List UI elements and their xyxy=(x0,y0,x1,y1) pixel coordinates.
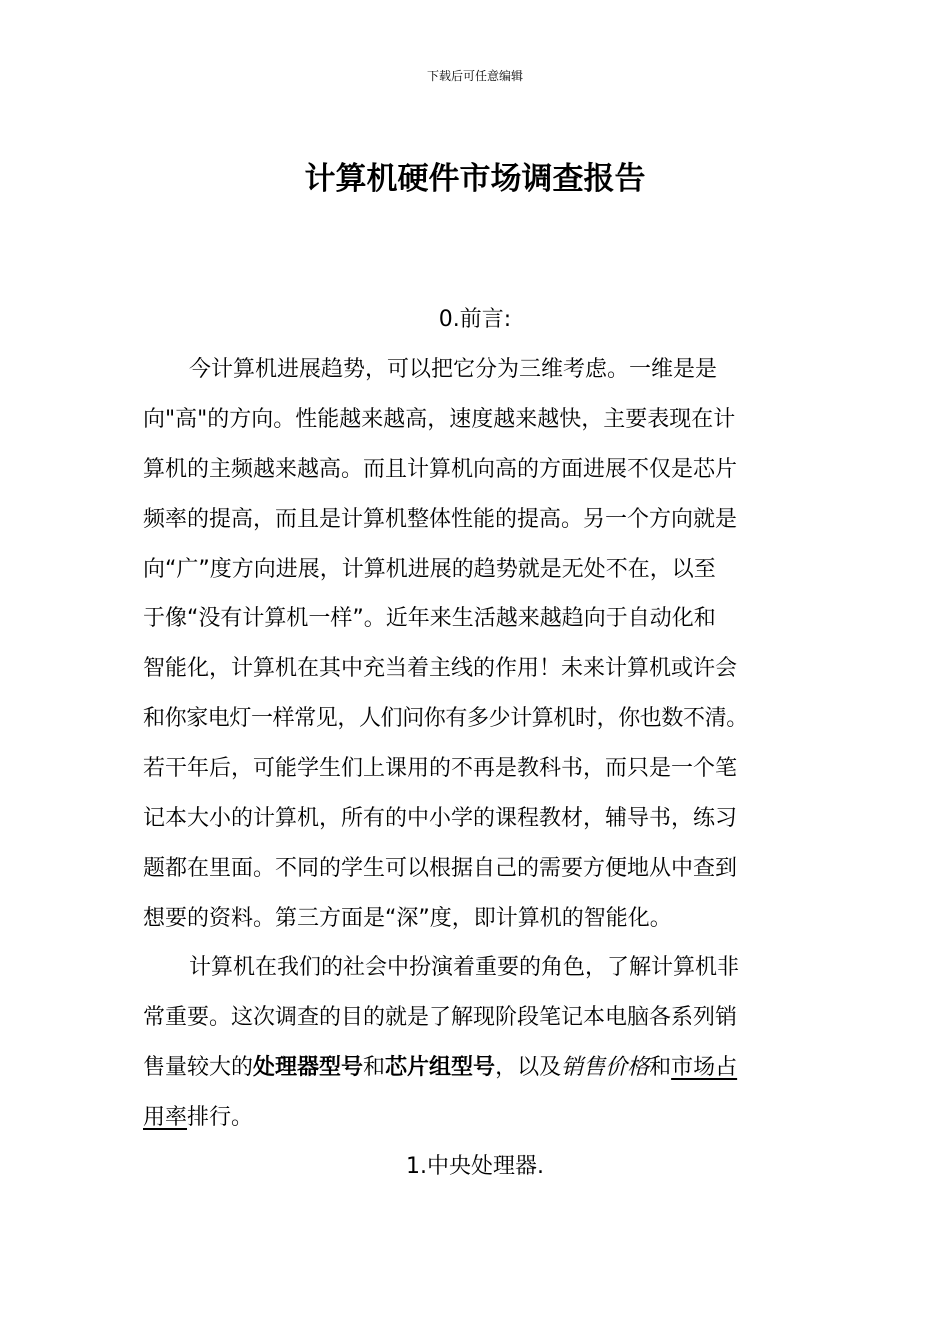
bold-term-chipset-model: 芯片组型号 xyxy=(385,1054,496,1080)
preface-paragraph-2 xyxy=(143,943,807,1143)
paragraph-line: 智能化，计算机在其中充当着主线的作用！未来计算机或许会 xyxy=(143,656,738,682)
section-heading-preface: 0.前言: xyxy=(438,307,512,332)
paragraph-line: 算机的主频越来越高。而且计算机向高的方面进展不仅是芯片 xyxy=(143,456,738,482)
underlined-term-market-share: 市场占 xyxy=(671,1054,738,1080)
text-run: 和 xyxy=(649,1054,672,1080)
document-title: 计算机硬件市场调查报告 xyxy=(304,161,646,197)
paragraph-line: 于像“没有计算机一样”。近年来生活越来越趋向于自动化和 xyxy=(143,606,716,632)
text-run: ，以及 xyxy=(495,1054,562,1080)
paragraph-line xyxy=(143,1093,807,1143)
paragraph-line xyxy=(143,1043,807,1093)
paragraph-line: 计算机在我们的社会中扮演着重要的角色，了解计算机非 xyxy=(189,955,740,980)
paragraph-line: 向"高"的方向。性能越来越高，速度越来越快，主要表现在计 xyxy=(143,406,736,432)
paragraph-line: 向“广”度方向进展，计算机进展的趋势就是无处不在，以至 xyxy=(143,556,716,582)
header-note: 下载后可任意编辑 xyxy=(426,69,523,83)
preface-paragraph-1 xyxy=(143,345,807,944)
paragraph-line: 想要的资料。第三方面是“深”度，即计算机的智能化。 xyxy=(143,905,672,931)
paragraph-line: 今计算机进展趋势，可以把它分为三维考虑。一维是是 xyxy=(189,357,718,382)
section-heading-cpu: 1.中央处理器. xyxy=(406,1154,544,1179)
paragraph-line: 记本大小的计算机，所有的中小学的课程教材，辅导书，练习 xyxy=(143,806,738,832)
text-run: 和 xyxy=(363,1054,386,1080)
paragraph-line: 若干年后，可能学生们上课用的不再是教科书，而只是一个笔 xyxy=(143,756,738,782)
underlined-term-market-share-cont: 用率 xyxy=(143,1104,188,1130)
paragraph-line: 和你家电灯一样常见，人们问你有多少计算机时，你也数不清。 xyxy=(143,706,748,732)
paragraph-line: 常重要。这次调查的目的就是了解现阶段笔记本电脑各系列销 xyxy=(143,1004,738,1030)
text-run: 排行。 xyxy=(187,1104,254,1130)
bold-term-processor-model: 处理器型号 xyxy=(253,1054,364,1080)
text-run: 售量较大的 xyxy=(143,1054,254,1080)
paragraph-line: 频率的提高，而且是计算机整体性能的提高。另一个方向就是 xyxy=(143,506,738,532)
paragraph-line: 题都在里面。不同的学生可以根据自己的需要方便地从中查到 xyxy=(143,855,738,881)
italic-term-sales-price: 销售价格 xyxy=(561,1054,650,1080)
